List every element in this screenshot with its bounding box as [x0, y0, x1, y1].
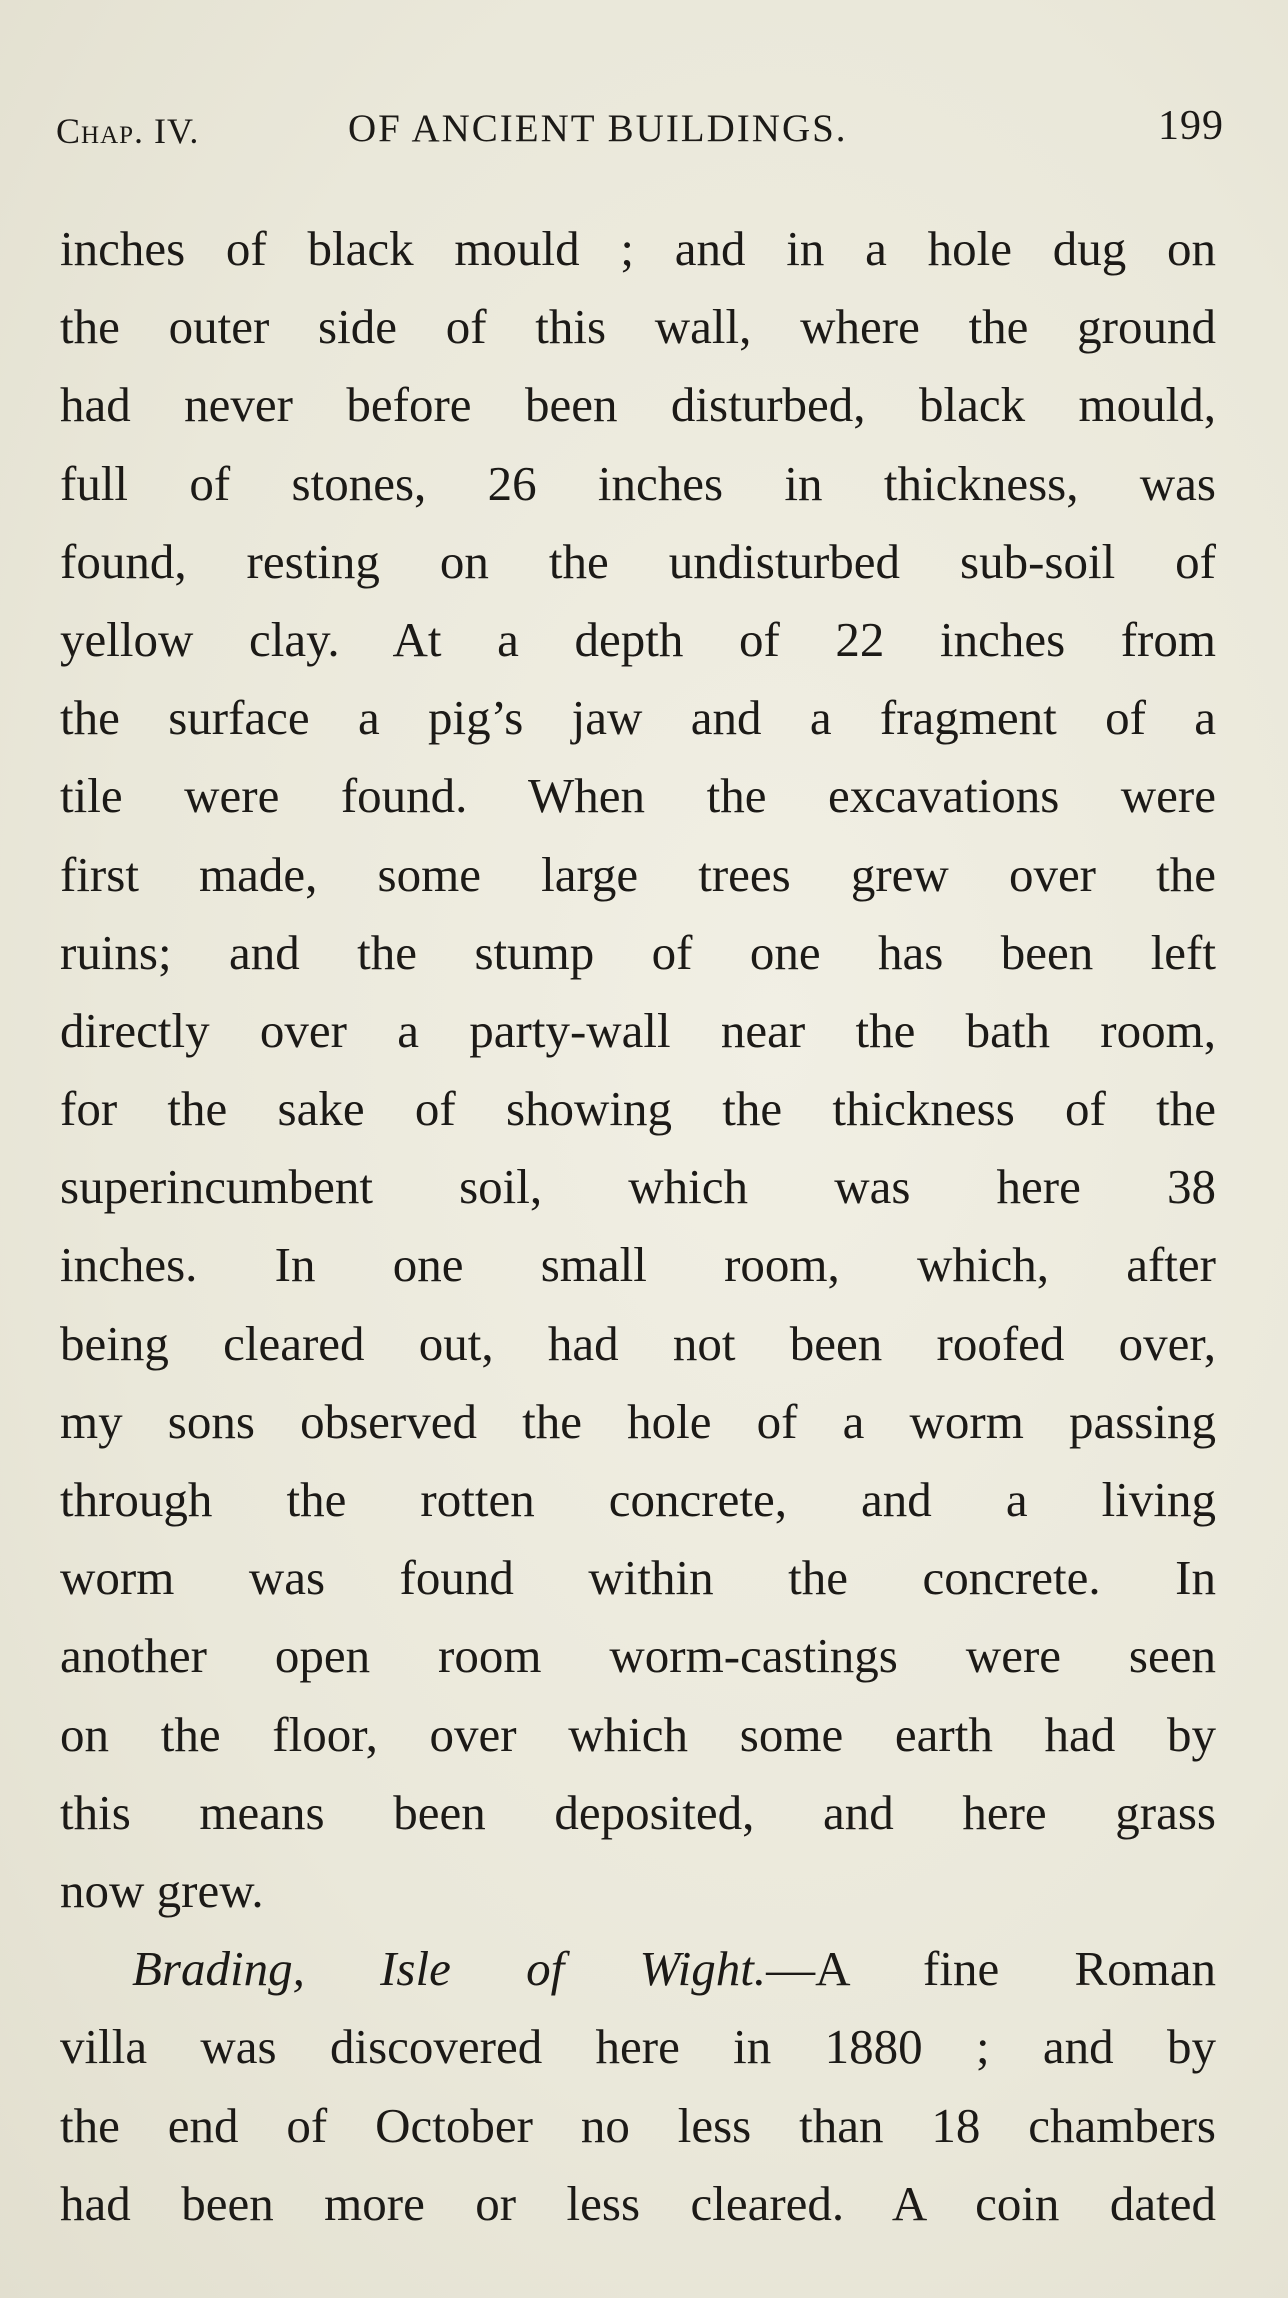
text-line: had never before been disturbed, black mould, [60, 377, 1216, 433]
text-line: had been more or less cleared. A coin dated [60, 2175, 1216, 2231]
text-line: directly over a party-wall near the bath room, [60, 1002, 1216, 1058]
text-line: ruins; and the stump of one has been left [60, 924, 1216, 980]
running-head [56, 100, 1224, 160]
text-line: my sons observed the hole of a worm passing [60, 1393, 1216, 1449]
text-line: another open room worm-castings were seen [60, 1628, 1216, 1684]
section-heading: Brading, Isle of Wight. [132, 1941, 767, 1997]
page-number: 199 [1158, 103, 1224, 149]
text-line: this means been deposited, and here grass [60, 1784, 1216, 1840]
text-line: yellow clay. At a depth of 22 inches from [60, 611, 1216, 667]
text-line: first made, some large trees grew over the [60, 846, 1216, 902]
text-line: the surface a pig’s jaw and a fragment of a [60, 690, 1216, 746]
text-line: now grew. [60, 1862, 264, 1918]
text-line: superincumbent soil, which was here 38 [60, 1159, 1216, 1215]
text-line: worm was found within the concrete. In [60, 1550, 1216, 1606]
text-line: for the sake of showing the thickness of the [60, 1081, 1216, 1137]
text-line: found, resting on the undisturbed sub-soil of [60, 533, 1216, 589]
chapter-label: Chap. IV. [56, 111, 200, 151]
text-line: full of stones, 26 inches in thickness, was [60, 455, 1216, 511]
body-text [60, 210, 1216, 2243]
text-line: tile were found. When the excavations were [60, 768, 1216, 824]
section-heading-line [60, 1930, 1216, 2008]
text-line: villa was discovered here in 1880 ; and by [60, 2019, 1216, 2075]
text-line: through the rotten concrete, and a living [60, 1472, 1216, 1527]
text-line: on the floor, over which some earth had by [60, 1706, 1216, 1762]
heading-line-rest: —A fine Roman [766, 1941, 1216, 1997]
text-line: inches. In one small room, which, after [60, 1237, 1216, 1293]
text-line: the outer side of this wall, where the ground [60, 299, 1216, 355]
text-line: the end of October no less than 18 chambers [60, 2097, 1216, 2153]
text-line: inches of black mould ; and in a hole dug on [60, 221, 1216, 276]
text-line: being cleared out, had not been roofed over, [60, 1315, 1216, 1371]
chapter-title: OF ANCIENT BUILDINGS. [348, 107, 848, 150]
